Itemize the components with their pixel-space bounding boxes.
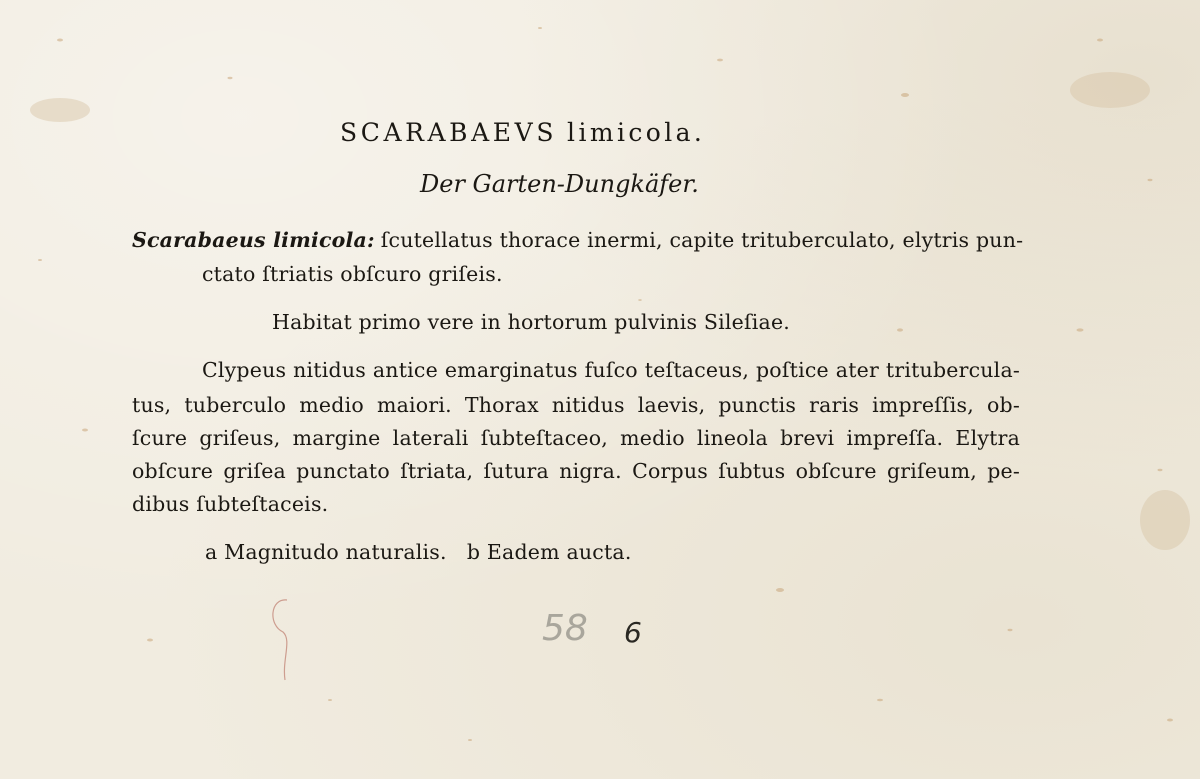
title-species: limicola. [567,118,706,147]
diagnosis-line-2: ctato ſtriatis obſcuro griſeis. [202,262,503,286]
description-line: ſcure griſeus, margine laterali ſubteſtaceo, medio lineola brevi impreſſa. Elytra [132,426,1020,450]
diagnosis-text: ſcutellatus thorace inermi, capite trituberculato, elytris pun- [380,228,1024,252]
habitat-line: Habitat primo vere in hortorum pulvinis Sileſiae. [272,310,791,334]
pencil-annotation: 58 [542,608,588,649]
page-title [340,118,705,147]
ink-annotation: 6 [624,616,642,649]
species-name: Scarabaeus limicola: [132,228,375,252]
german-subtitle: Der Garten-Dungkäfer. [420,170,699,198]
title-genus: SCARABAEVS [340,118,558,147]
diagnosis-line-1 [132,228,1024,252]
description-line: Clypeus nitidus antice emarginatus fuſco teſtaceus, poſtice ater trituberculа- [202,358,1020,382]
description-line: dibus ſubteſtaceis. [132,492,329,516]
figures-note: a Magnitudo naturalis. b Eadem aucta. [205,540,632,564]
description-line: obſcure griſea punctato ſtriata, ſutura nigra. Corpus ſubtus obſcure griſeum, pe- [132,459,1020,483]
description-line: tus, tuberculo medio maiori. Thorax nitidus laevis, punctis raris impreſſis, ob- [132,393,1020,417]
